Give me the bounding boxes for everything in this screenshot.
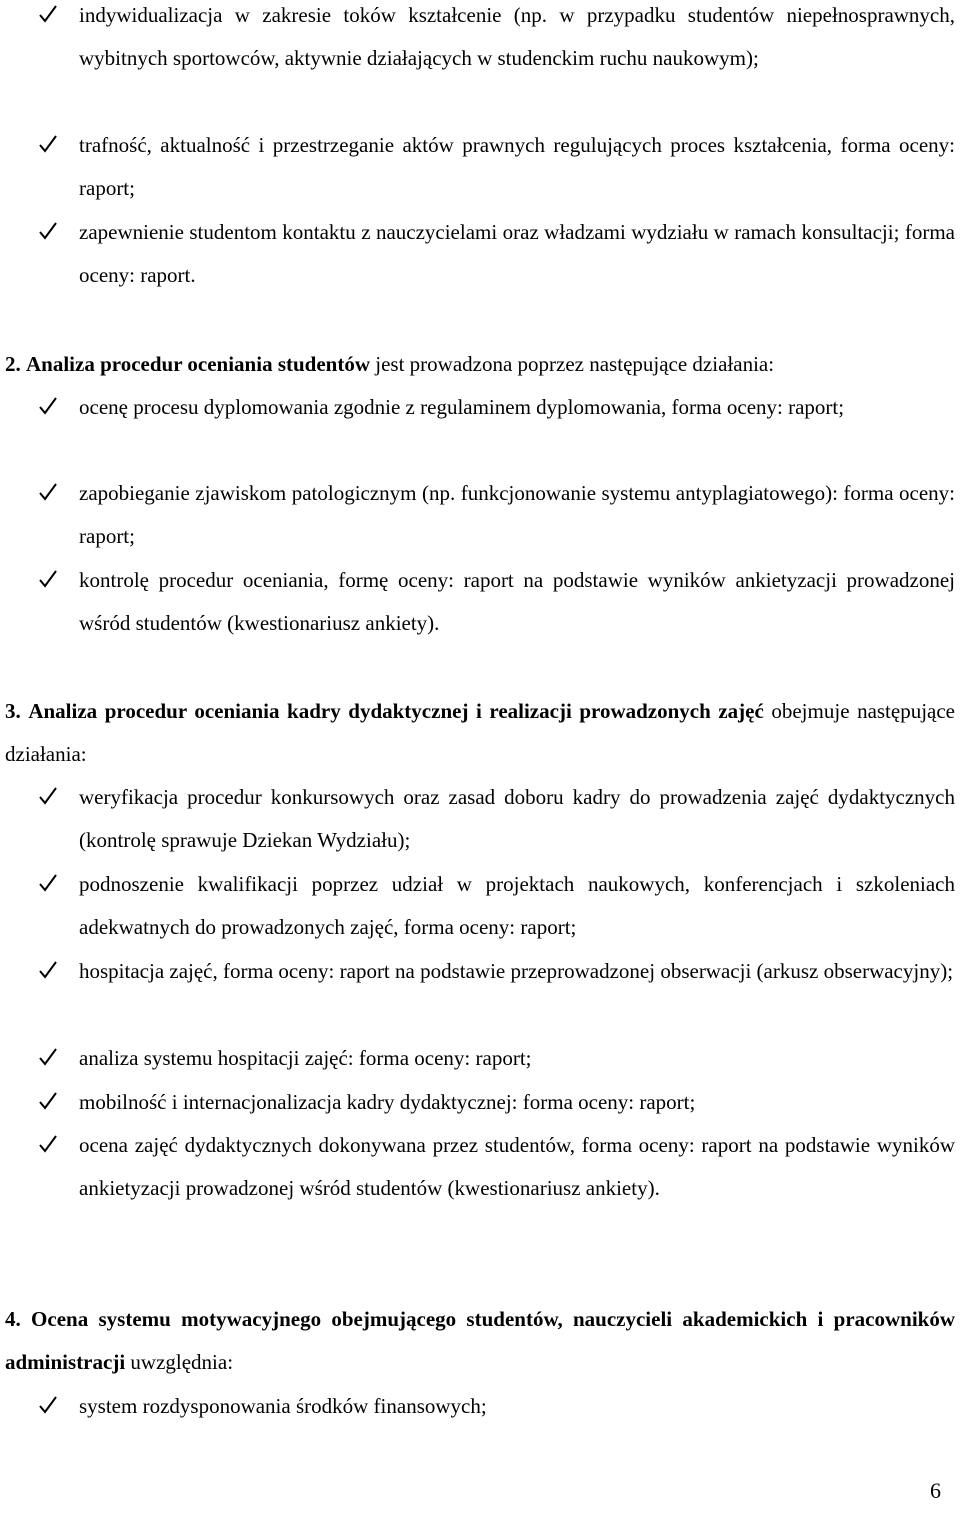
list-item: [79, 124, 955, 211]
checkmark-icon: [38, 0, 60, 37]
section-text: obejmuje następujące działania:: [5, 699, 956, 767]
list-item-text: indywidualizacja w zakresie toków kształcenie (np. w przypadku studentów niepełnosprawnych, wybitnych sportowców, aktywnie działających w studenckim ruchu naukowym);: [79, 3, 955, 71]
list-item: [79, 1124, 955, 1211]
section-number: 2.: [5, 352, 21, 376]
list-item-text: ocenę procesu dyplomowania zgodnie z regulaminem dyplomowania, forma oceny: raport;: [79, 395, 845, 419]
list-item: [79, 776, 955, 863]
list-item: [79, 1385, 955, 1428]
list-item-text: zapobieganie zjawiskom patologicznym (np. funkcjonowanie systemu antyplagiatowego): forma oceny: raport;: [79, 481, 955, 549]
checkmark-icon: [38, 559, 60, 602]
list-item-text: kontrolę procedur oceniania, formę oceny: raport na podstawie wyników ankietyzacji prowadzonej wśród studentów (kwestionariusz ankiety).: [79, 568, 955, 636]
list-item-text: ocena zajęć dydaktycznych dokonywana przez studentów, forma oceny: raport na podstawie wyników ankietyzacji prowadzonej wśród studentów (kwestionariusz ankiety).: [79, 1133, 955, 1201]
section-number: 4.: [5, 1307, 21, 1331]
checkmark-icon: [38, 124, 60, 167]
checkmark-icon: [38, 776, 60, 819]
checkmark-icon: [38, 211, 60, 254]
checkmark-icon: [38, 1124, 60, 1167]
checkmark-icon: [38, 1037, 60, 1080]
section-text: uwzględnia:: [125, 1350, 234, 1375]
section-heading: Analiza procedur oceniania studentów: [26, 352, 370, 376]
list-item: [79, 1081, 955, 1124]
list-item-text: zapewnienie studentom kontaktu z nauczycielami oraz władzami wydziału w ramach konsultacji; forma oceny: raport.: [79, 220, 955, 288]
checkmark-icon: [38, 472, 60, 515]
section-heading: Ocena systemu motywacyjnego obejmującego studentów, nauczycieli akademickich i pracowników administracji: [5, 1307, 956, 1375]
list-item: [79, 0, 955, 81]
list-item: [79, 1037, 955, 1080]
list-item: [79, 559, 955, 646]
section-text: jest prowadzona poprzez następujące działania:: [370, 352, 775, 376]
list-item-text: podnoszenie kwalifikacji poprzez udział w projektach naukowych, konferencjach i szkoleniach adekwatnych do prowadzonych zajęć, forma oceny: raport;: [79, 872, 955, 940]
checkmark-icon: [38, 386, 60, 429]
list-item-text: analiza systemu hospitacji zajęć: forma oceny: raport;: [79, 1046, 532, 1070]
list-item-text: system rozdysponowania środków finansowych;: [79, 1394, 487, 1418]
section-2-paragraph: [5, 343, 955, 386]
list-item-text: mobilność i internacjonalizacja kadry dydaktycznej: forma oceny: raport;: [79, 1090, 696, 1114]
checkmark-icon: [38, 1385, 60, 1428]
section-number: 3.: [5, 699, 21, 723]
checkmark-icon: [38, 950, 60, 993]
checkmark-icon: [38, 863, 60, 906]
list-item: [79, 386, 955, 429]
section-4-paragraph: [5, 1298, 955, 1385]
list-item: [79, 950, 955, 993]
section-3-paragraph: [5, 690, 955, 777]
page-number: 6: [930, 1478, 941, 1503]
checkmark-icon: [38, 1081, 60, 1124]
section-heading: Analiza procedur oceniania kadry dydaktycznej i realizacji prowadzonych zajęć: [28, 699, 764, 723]
list-item-text: weryfikacja procedur konkursowych oraz zasad doboru kadry do prowadzenia zajęć dydaktycznych (kontrolę sprawuje Dziekan Wydziału);: [79, 785, 955, 853]
list-item: [79, 211, 955, 298]
list-item: [79, 863, 955, 950]
list-item: [79, 472, 955, 559]
list-item-text: trafność, aktualność i przestrzeganie aktów prawnych regulujących proces kształcenia, forma oceny: raport;: [79, 133, 955, 201]
list-item-text: hospitacja zajęć, forma oceny: raport na podstawie przeprowadzonej obserwacji (arkusz obserwacyjny);: [79, 959, 954, 983]
